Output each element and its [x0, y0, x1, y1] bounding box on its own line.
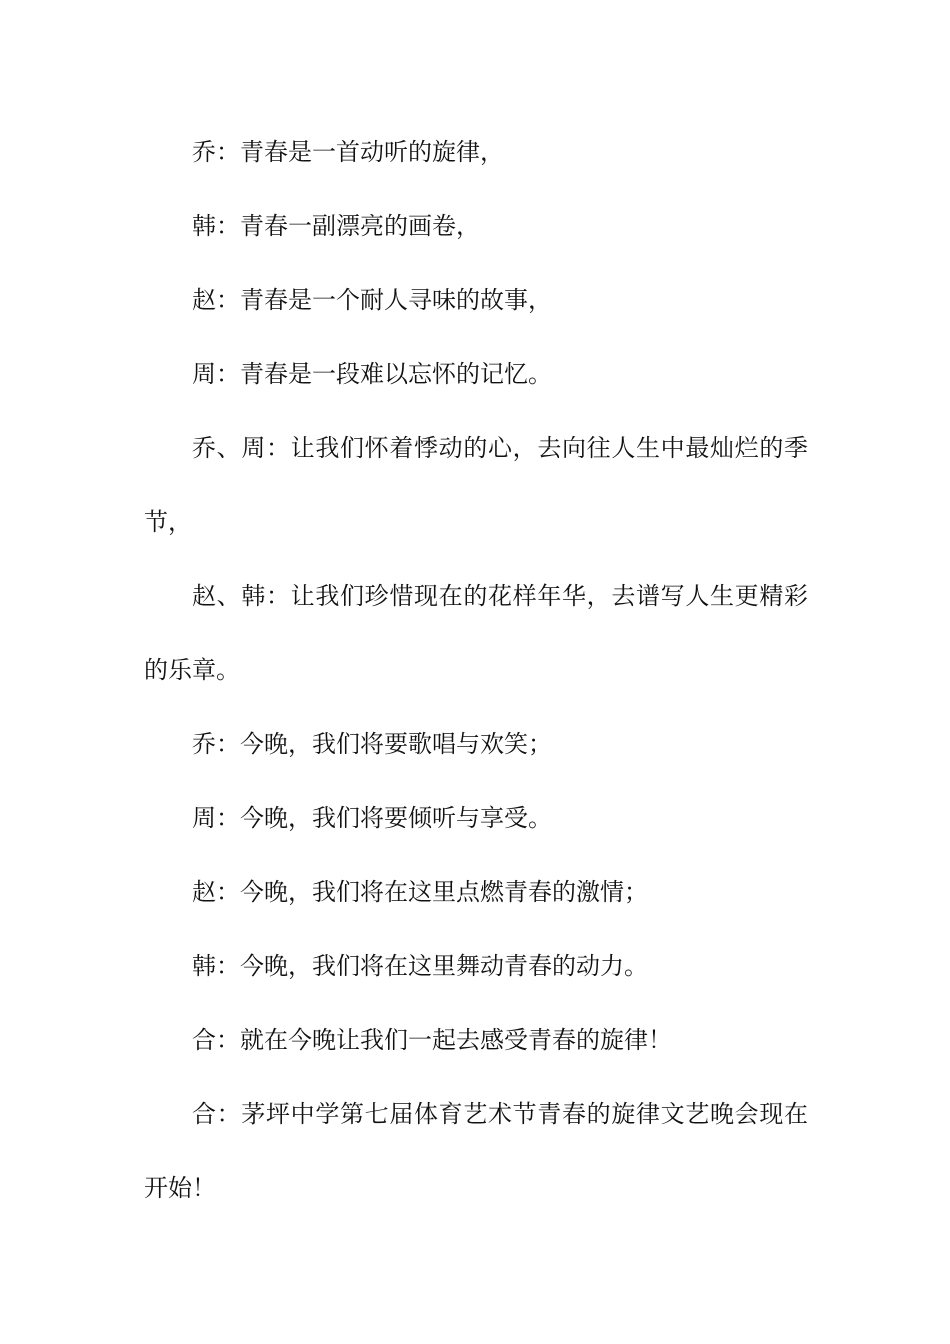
script-line-together-2: 合：茅坪中学第七届体育艺术节青春的旋律文艺晚会现在	[192, 1100, 808, 1128]
script-line-han-1: 韩：青春一副漂亮的画卷，	[192, 212, 480, 240]
script-line-qiao-2: 乔：今晚，我们将要歌唱与欢笑；	[192, 730, 552, 758]
script-line-zhou-1: 周：青春是一段难以忘怀的记忆。	[192, 360, 552, 388]
script-line-zhao-1: 赵：青春是一个耐人寻味的故事，	[192, 286, 552, 314]
script-line-qiao-1: 乔：青春是一首动听的旋律，	[192, 138, 504, 166]
script-line-han-2: 韩：今晚，我们将在这里舞动青春的动力。	[192, 952, 648, 980]
script-line-zhao-han-cont: 的乐章。	[144, 656, 240, 684]
script-line-qiao-zhou-cont: 节，	[144, 508, 192, 536]
script-line-together-2-cont: 开始！	[144, 1174, 216, 1202]
script-line-together-1: 合：就在今晚让我们一起去感受青春的旋律！	[192, 1026, 672, 1054]
script-line-zhao-2: 赵：今晚，我们将在这里点燃青春的激情；	[192, 878, 648, 906]
script-line-qiao-zhou: 乔、周：让我们怀着悸动的心，去向往人生中最灿烂的季	[192, 434, 808, 462]
script-line-zhou-2: 周：今晚，我们将要倾听与享受。	[192, 804, 552, 832]
script-line-zhao-han: 赵、韩：让我们珍惜现在的花样年华，去谱写人生更精彩	[192, 582, 808, 610]
